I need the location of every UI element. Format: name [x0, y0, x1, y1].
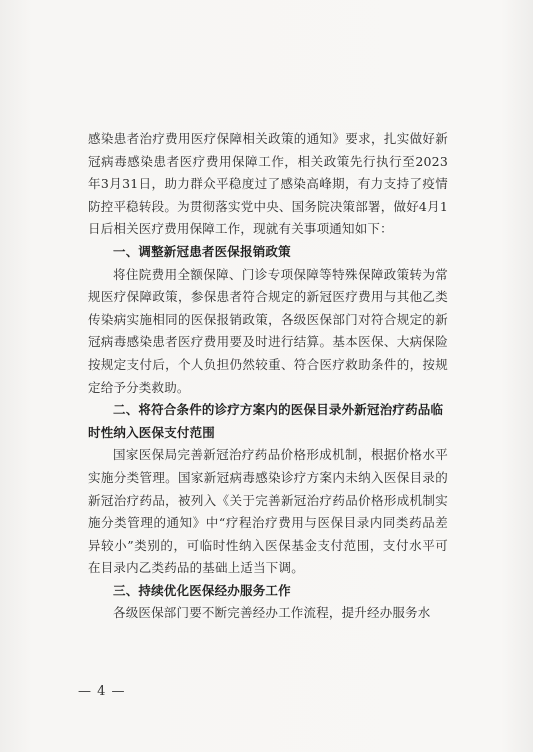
paragraph-intro: 感染患者治疗费用医疗保障相关政策的通知》要求，扎实做好新冠病毒感染患者医疗费用保障工作，相关政策先行执行至2023年3月31日，助力群众平稳度过了感染高峰期，有力支持了疫情防控平稳转段。为贯彻落实党中央、国务院决策部署，做好4月1日后相关医疗费用保障工作，现就有关事项通知如下：	[88, 131, 448, 237]
page-number: — 4 —	[78, 684, 126, 699]
section-heading-3: 三、持续优化医保经办服务工作	[113, 582, 291, 598]
section-heading-1: 一、调整新冠患者医保报销政策	[113, 243, 291, 259]
document-body	[88, 128, 448, 625]
paragraph-section-2: 国家医保局完善新冠治疗药品价格形成机制，根据价格水平实施分类管理。国家新冠病毒感染诊疗方案内未纳入医保目录的新冠治疗药品，被列入《关于完善新冠治疗药品价格形成机制实施分类管理的通知》中“疗程治疗费用与医保目录内同类药品差异较小”类别的，可临时性纳入医保基金支付范围，支付水平可在目录内乙类药品的基础上适当下调。	[88, 447, 448, 576]
paragraph-section-3: 各级医保部门要不断完善经办工作流程，提升经办服务水	[113, 605, 431, 621]
paragraph-section-1: 将住院费用全额保障、门诊专项保障等特殊保障政策转为常规医疗保障政策，参保患者符合规定的新冠医疗费用与其他乙类传染病实施相同的医保报销政策，各级医保部门对符合规定的新冠病毒感染患者医疗费用要及时进行结算。基本医保、大病保险按规定支付后，个人负担仍然较重、符合医疗救助条件的，按规定给予分类救助。	[88, 266, 448, 395]
section-heading-2: 二、将符合条件的诊疗方案内的医保目录外新冠治疗药品临时性纳入医保支付范围	[88, 402, 444, 440]
